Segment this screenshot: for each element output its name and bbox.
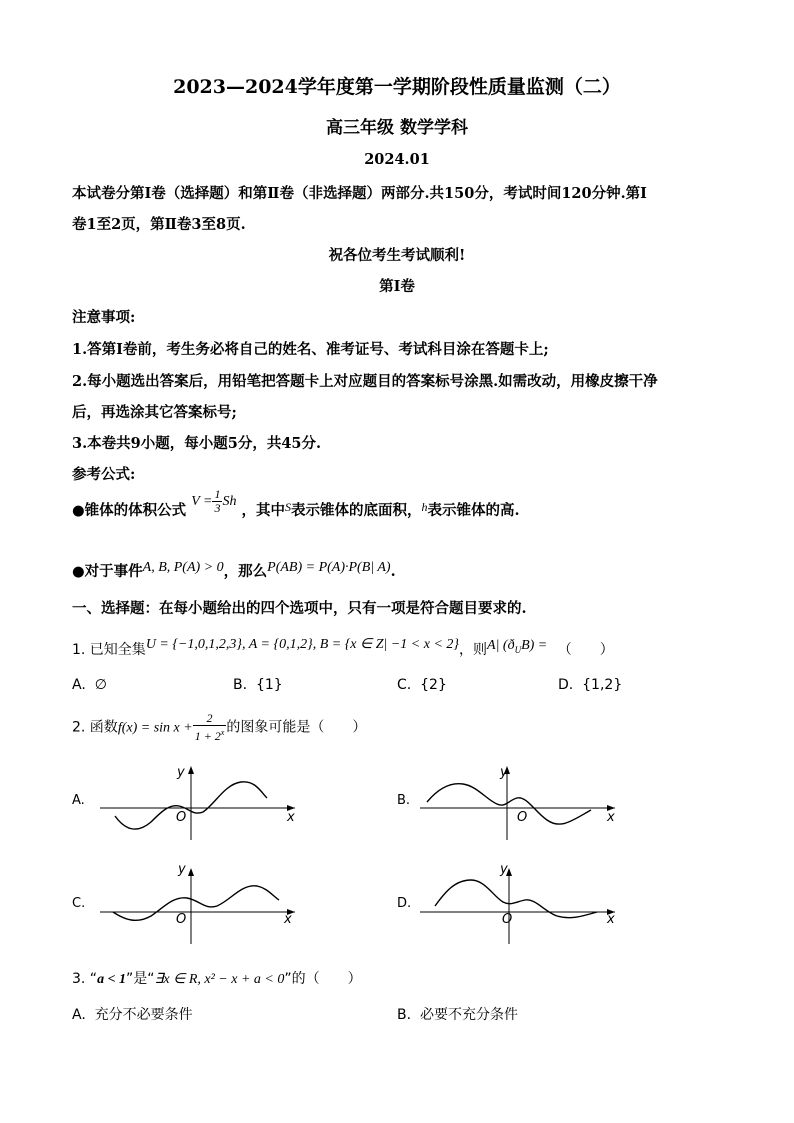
question-3-stem <box>72 968 362 988</box>
graph-a-y-arrow <box>188 766 194 774</box>
graph-b <box>415 760 635 840</box>
graph-a-label: A. <box>72 793 85 808</box>
question-2-stem <box>72 712 366 744</box>
graph-c-label: C. <box>72 896 86 911</box>
graph-c-x-label: x <box>284 912 292 927</box>
formulas-heading: 参考公式: <box>72 466 136 483</box>
q1-sets: U = {−1,0,1,2,3}, A = {0,1,2}, B = {x ∈ Z| −1 < x < 2} <box>145 637 460 652</box>
graph-a-origin: O <box>176 810 187 825</box>
intro-line-2: 卷1至2页，第Ⅱ卷3至8页. <box>72 216 246 233</box>
graph-b-curve <box>427 784 591 824</box>
formula-1-mid1: ，其中 <box>241 502 286 519</box>
q1-prefix: 1. 已知全集 <box>72 642 146 658</box>
part-one-heading: 第Ⅰ卷 <box>379 278 415 295</box>
formula-conditional-probability <box>72 560 396 581</box>
exam-date: 2024.01 <box>364 151 430 168</box>
note-item-3: 3.本卷共9小题，每小题5分，共45分. <box>72 435 322 452</box>
graph-d <box>415 862 635 942</box>
graph-d-x-label: x <box>607 912 615 927</box>
note-item-2-cont: 后，再选涂其它答案标号; <box>72 404 237 421</box>
graph-c-y-label: y <box>178 862 186 877</box>
formula-1-h: h <box>421 500 428 514</box>
q1-then: ，则 <box>459 642 488 658</box>
graph-a-x-label: x <box>287 810 295 825</box>
formula-2-mid: ，那么 <box>223 563 268 580</box>
q3-condition-1: a < 1 <box>97 972 127 987</box>
q1-option-a: A. ∅ <box>72 677 107 693</box>
graph-a <box>95 760 315 840</box>
exam-title: 2023—2024学年度第一学期阶段性质量监测（二） <box>173 76 621 98</box>
graph-b-label: B. <box>397 793 411 808</box>
formula-2-condition: A, B, P(A) > 0 <box>142 560 224 575</box>
q3-option-b: B. 必要不充分条件 <box>397 1007 518 1023</box>
note-item-2: 2.每小题选出答案后，用铅笔把答题卡上对应题目的答案标号涂黑.如需改动，用橡皮擦干净 <box>72 373 658 390</box>
q1-option-c: C. {2} <box>397 677 447 693</box>
graph-c-y-arrow <box>188 868 194 876</box>
graph-d-origin: O <box>502 912 513 927</box>
q2-suffix: 的图象可能是（ ） <box>226 719 367 736</box>
q3-option-a: A. 充分不必要条件 <box>72 1007 193 1023</box>
formula-1-fraction <box>212 488 222 515</box>
graph-d-label: D. <box>397 896 412 911</box>
q2-fraction: $\frac{2}{1 + 2^x}$ <box>194 711 225 743</box>
graph-b-x-label: x <box>607 810 615 825</box>
formula-1-num: 1 <box>214 486 221 501</box>
section-1-heading: 一、选择题：在每小题给出的四个选项中，只有一项是符合题目要求的. <box>72 600 527 617</box>
formula-1-lhs: V = <box>191 494 213 509</box>
graph-d-y-label: y <box>500 862 508 877</box>
note-item-1: 1.答第Ⅰ卷前，考生务必将自己的姓名、准考证号、考试科目涂在答题卡上; <box>72 341 549 358</box>
formula-1-post: 表示锥体的高. <box>427 502 520 519</box>
q1-option-d: D. {1,2} <box>558 677 623 693</box>
notes-heading: 注意事项: <box>72 309 136 326</box>
q1-answer-paren: （ ） <box>557 642 614 658</box>
formula-1-den: 3 <box>214 500 221 515</box>
formula-2-post: . <box>390 563 396 580</box>
q2-prefix: 2. 函数 <box>72 719 118 736</box>
graph-b-origin: O <box>517 810 528 825</box>
q3-condition-2: ∃x ∈ R, x² − x + a < 0 <box>154 972 285 987</box>
q1-option-b: B. {1} <box>233 677 283 693</box>
q3-prefix: 3. “ <box>72 971 98 987</box>
formula-1-s: S <box>285 500 292 514</box>
formula-cone-volume <box>72 486 520 526</box>
formula-2-prefix: ●对于事件 <box>72 563 143 580</box>
formula-2-expression: P(AB) = P(A)·P(B| A) <box>267 560 391 575</box>
graph-c-curve <box>113 886 279 921</box>
graph-c <box>95 862 315 942</box>
formula-1-rhs: Sh <box>222 494 237 509</box>
q1-expression: A| $(ð_UB)$ = <box>487 638 548 655</box>
question-1-stem <box>72 639 614 660</box>
q3-suffix: ”的（ ） <box>284 971 362 987</box>
graph-c-origin: O <box>176 912 187 927</box>
formula-1-mid2: 表示锥体的底面积， <box>291 502 422 519</box>
q2-function: f(x) = sin x + <box>117 720 193 736</box>
graph-a-y-label: y <box>177 765 185 780</box>
q3-mid: ”是“ <box>126 971 155 987</box>
graph-b-y-label: y <box>500 765 508 780</box>
formula-1-prefix: ●锥体的体积公式 <box>72 502 187 519</box>
wish-text: 祝各位考生考试顺利! <box>328 247 466 264</box>
intro-line-1: 本试卷分第Ⅰ卷（选择题）和第Ⅱ卷（非选择题）两部分.共150分，考试时间120分钟.第Ⅰ <box>72 185 647 202</box>
exam-subtitle: 高三年级 数学学科 <box>326 118 468 138</box>
